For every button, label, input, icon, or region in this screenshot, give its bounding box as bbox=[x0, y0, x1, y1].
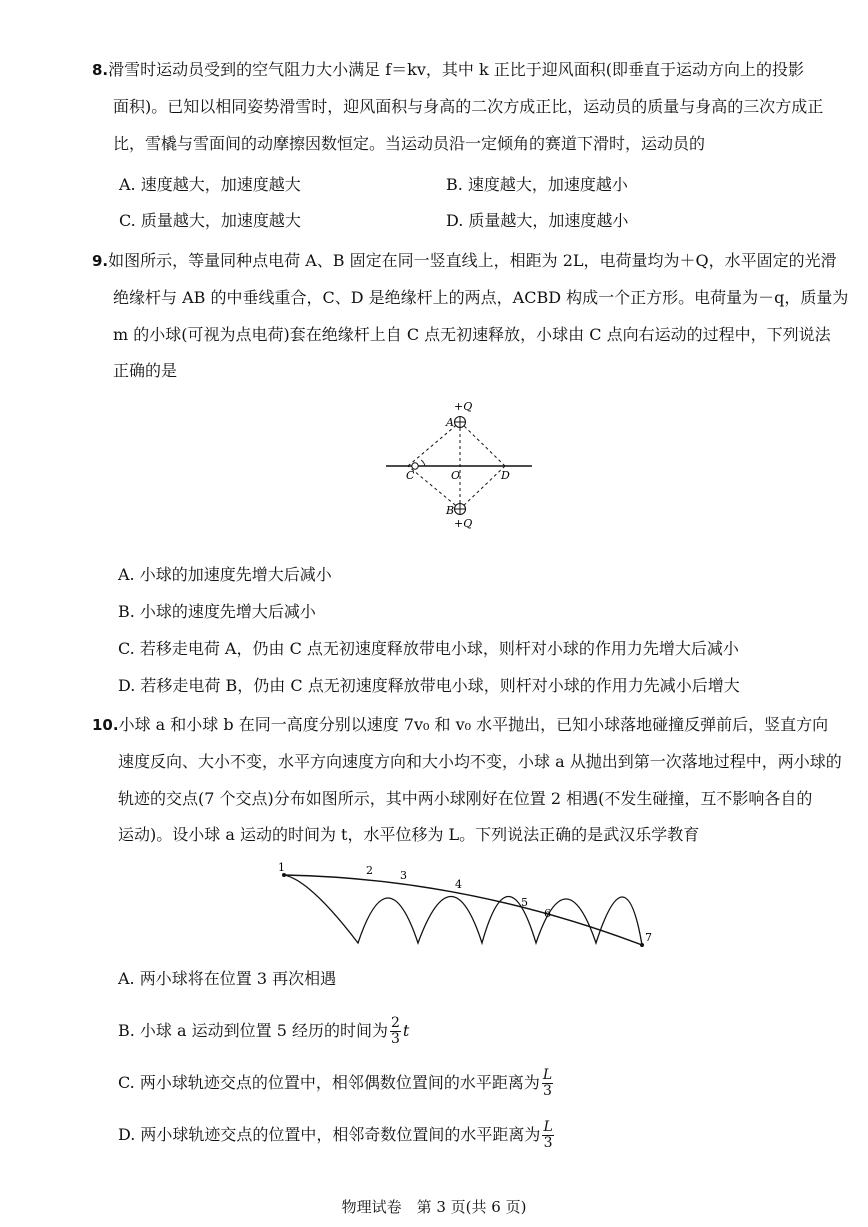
label-point-5: 5 bbox=[521, 896, 528, 909]
q10-option-a: A. 两小球将在位置 3 再次相遇 bbox=[118, 969, 337, 988]
label-charge-bottom: +Q bbox=[454, 517, 473, 530]
page-footer: 物理试卷 第 3 页(共 6 页) bbox=[341, 1198, 527, 1216]
q10-line1: 10.小球 a 和小球 b 在同一高度分别以速度 7v₀ 和 v₀ 水平抛出，已知小球落地碰撞反弹前后，竖直方向 bbox=[92, 715, 829, 734]
q8-number: 8. bbox=[92, 61, 109, 79]
q10-trajectory-diagram bbox=[270, 855, 665, 960]
label-c: C bbox=[406, 469, 415, 482]
label-point-3: 3 bbox=[400, 869, 407, 882]
label-b: B bbox=[446, 504, 455, 517]
fraction-l-over-3: $\frac{L}{3}$ bbox=[543, 1119, 553, 1151]
q9-option-b: B. 小球的速度先增大后减小 bbox=[118, 602, 316, 621]
q8-option-d: D. 质量越大，加速度越小 bbox=[446, 211, 629, 230]
q8-option-a: A. 速度越大，加速度越大 bbox=[119, 175, 301, 194]
q10-option-b: B. 小球 a 运动到位置 5 经历的时间为 $\frac{2}{3}$ t bbox=[118, 1015, 410, 1047]
label-point-1: 1 bbox=[278, 861, 285, 874]
q10-line2: 速度反向、大小不变，水平方向速度方向和大小均不变，小球 a 从抛出到第一次落地过程中，两小球的 bbox=[118, 752, 842, 771]
label-charge-top: +Q bbox=[454, 400, 473, 413]
q8-option-c: C. 质量越大，加速度越大 bbox=[119, 211, 301, 230]
q8-line2: 面积)。已知以相同姿势滑雪时，迎风面积与身高的二次方成正比，运动员的质量与身高的三次方成正 bbox=[113, 97, 824, 116]
q9-line3: m 的小球(可视为点电荷)套在绝缘杆上自 C 点无初速释放，小球由 C 点向右运动的过程中，下列说法 bbox=[113, 325, 831, 344]
q8-line3: 比，雪橇与雪面间的动摩擦因数恒定。当运动员沿一定倾角的赛道下滑时，运动员的 bbox=[113, 134, 706, 153]
q9-option-a: A. 小球的加速度先增大后减小 bbox=[118, 565, 332, 584]
q10-option-d: D. 两小球轨迹交点的位置中，相邻奇数位置间的水平距离为 $\frac{L}{3}$ bbox=[118, 1119, 553, 1151]
q9-line1: 9.如图所示，等量同种点电荷 A、B 固定在同一竖直线上，相距为 2L，电荷量均为＋Q，水平固定的光滑 bbox=[92, 251, 837, 270]
fraction-two-thirds: $\frac{2}{3}$ bbox=[391, 1015, 400, 1047]
q9-charge-diagram bbox=[380, 398, 540, 533]
q10-option-c: C. 两小球轨迹交点的位置中，相邻偶数位置间的水平距离为 $\frac{L}{3}$ bbox=[118, 1067, 553, 1099]
q9-line2: 绝缘杆与 AB 的中垂线重合，C、D 是绝缘杆上的两点，ACBD 构成一个正方形。电荷量为－q，质量为 bbox=[113, 288, 849, 307]
q10-line4: 运动)。设小球 a 运动的时间为 t，水平位移为 L。下列说法正确的是武汉乐学教育 bbox=[118, 825, 700, 844]
point-7 bbox=[640, 943, 644, 947]
label-point-4: 4 bbox=[455, 878, 462, 891]
label-o: O bbox=[451, 469, 461, 482]
q8-option-b: B. 速度越大，加速度越小 bbox=[446, 175, 628, 194]
q9-line4: 正确的是 bbox=[113, 361, 178, 380]
label-d: D bbox=[501, 469, 510, 482]
label-point-6: 6 bbox=[544, 907, 551, 920]
fraction-l-over-3: $\frac{L}{3}$ bbox=[542, 1067, 553, 1099]
q10-line3: 轨迹的交点(7 个交点)分布如图所示，其中两小球刚好在位置 2 相遇(不发生碰撞，互不影响各自的 bbox=[118, 789, 813, 808]
q8-line1: 8.滑雪时运动员受到的空气阻力大小满足 f＝kv，其中 k 正比于迎风面积(即垂直于运动方向上的投影 bbox=[92, 60, 804, 79]
dashed-edge-ad bbox=[460, 422, 505, 466]
label-a: A bbox=[446, 416, 454, 429]
q10-number: 10. bbox=[92, 716, 119, 734]
trajectory-ball-a bbox=[284, 875, 642, 945]
q9-option-c: C. 若移走电荷 A，仍由 C 点无初速度释放带电小球，则杆对小球的作用力先增大后减小 bbox=[118, 639, 739, 658]
ball-arc-mark bbox=[421, 460, 425, 466]
label-point-2: 2 bbox=[366, 864, 373, 877]
watermark: 武汉乐学教育 bbox=[603, 825, 700, 844]
q9-option-d: D. 若移走电荷 B，仍由 C 点无初速度释放带电小球，则杆对小球的作用力先减小后增大 bbox=[118, 676, 740, 695]
label-point-7: 7 bbox=[645, 931, 652, 944]
q9-number: 9. bbox=[92, 252, 109, 270]
trajectory-ball-b bbox=[284, 875, 642, 945]
dashed-edge-db bbox=[460, 466, 505, 509]
